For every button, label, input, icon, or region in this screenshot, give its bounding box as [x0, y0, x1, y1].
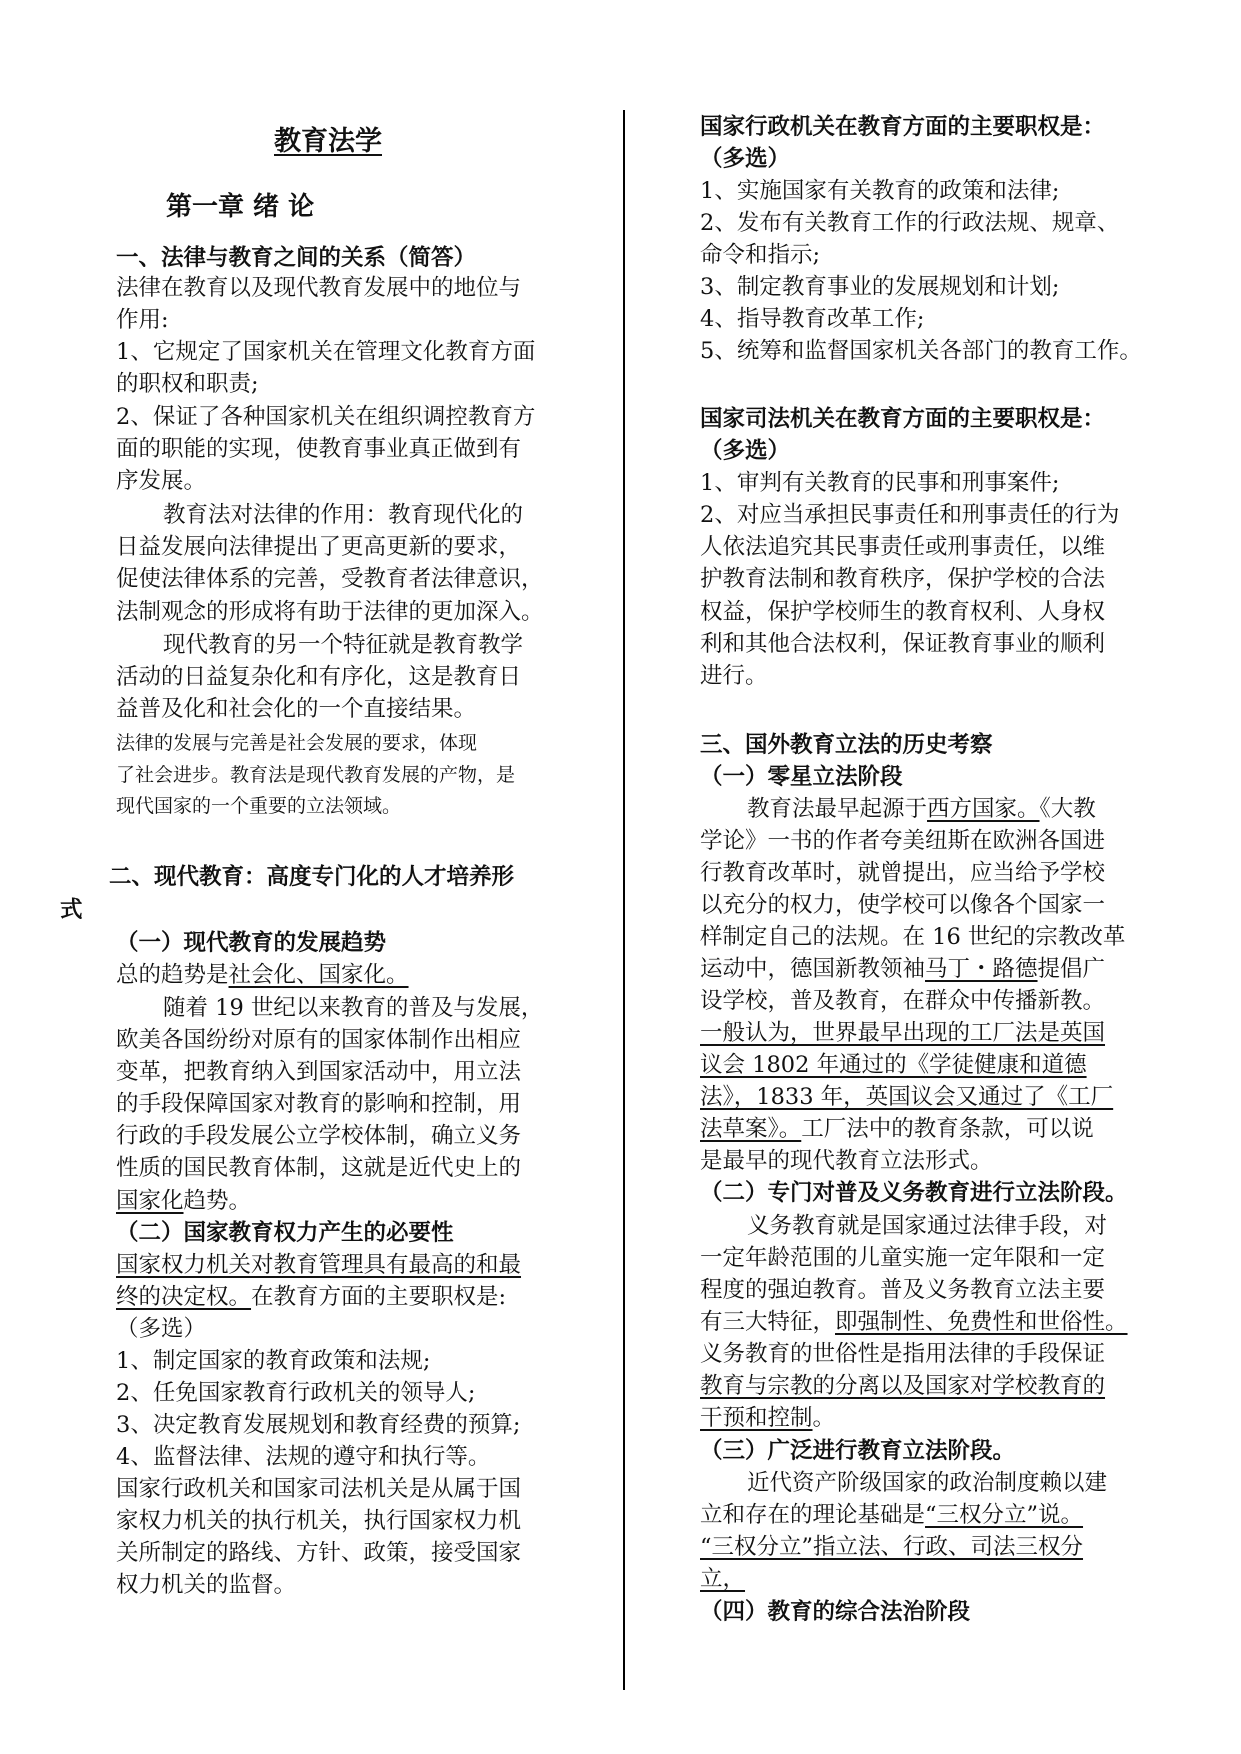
list-item: 1、制定国家的教育政策和法规; — [116, 1348, 431, 1374]
section-heading: （多选） — [700, 146, 791, 172]
chapter-title: 第一章 绪 论 — [166, 192, 315, 222]
paragraph-line: 促使法律体系的完善，受教育者法律意识， — [116, 566, 544, 592]
paragraph-line: 日益发展向法律提出了更高更新的要求， — [116, 534, 522, 560]
paragraph-line: 法》，1833 年，英国议会又通过了《工厂 — [700, 1084, 1114, 1110]
paragraph-line: 进行。 — [700, 663, 768, 689]
list-item: 命令和指示; — [700, 242, 821, 268]
paragraph-line: 终的决定权。在教育方面的主要职权是: — [116, 1284, 507, 1310]
paragraph-line: 运动中，德国新教领袖马丁・路德提倡广 — [700, 956, 1106, 982]
list-item: 3、制定教育事业的发展规划和计划; — [700, 274, 1060, 300]
list-item: 2、发布有关教育工作的行政法规、规章、 — [700, 210, 1120, 236]
paragraph-line: 学论》一书的作者夸美纽斯在欧洲各国进 — [700, 828, 1106, 854]
paragraph-line: 关所制定的路线、方针、政策，接受国家 — [116, 1540, 522, 1566]
paragraph-line: 行政的手段发展公立学校体制，确立义务 — [116, 1123, 522, 1149]
paragraph-line: 议会 1802 年通过的《学徒健康和道德 — [700, 1052, 1087, 1078]
column-divider — [623, 110, 625, 1690]
subsection-heading: （二）国家教育权力产生的必要性 — [116, 1220, 454, 1246]
paragraph-line: 2、对应当承担民事责任和刑事责任的行为 — [700, 502, 1120, 528]
paragraph-line: 活动的日益复杂化和有序化，这是教育日 — [116, 664, 522, 690]
subsection-heading: （四）教育的综合法治阶段 — [700, 1599, 971, 1625]
paragraph-line: 设学校，普及教育，在群众中传播新教。 — [700, 988, 1106, 1014]
document-title: 教育法学 — [274, 126, 382, 157]
paragraph-line: 以充分的权力，使学校可以像各个国家一 — [700, 892, 1106, 918]
paragraph-line: 欧美各国纷纷对原有的国家体制作出相应 — [116, 1027, 522, 1053]
paragraph-line: 近代资产阶级国家的政治制度赖以建 — [747, 1470, 1108, 1496]
list-item: 1、它规定了国家机关在管理文化教育方面 — [116, 339, 536, 365]
paragraph-line: 利和其他合法权利，保证教育事业的顺利 — [700, 631, 1106, 657]
paragraph-line: 现代教育的另一个特征就是教育教学 — [163, 632, 524, 658]
text-line: 法律在教育以及现代教育发展中的地位与 — [116, 275, 522, 301]
paragraph-line: 国家权力机关对教育管理具有最高的和最 — [116, 1252, 522, 1278]
subsection-heading: （三）广泛进行教育立法阶段。 — [700, 1438, 1016, 1464]
paragraph-line: 权力机关的监督。 — [116, 1572, 297, 1598]
section-heading: 三、国外教育立法的历史考察 — [700, 732, 993, 758]
section-heading: （多选） — [700, 438, 791, 464]
section-heading-continued: 式 — [60, 897, 83, 923]
paragraph-line: 国家化趋势。 — [116, 1188, 252, 1214]
paragraph-line: 立， — [700, 1566, 746, 1592]
list-item: 1、审判有关教育的民事和刑事案件; — [700, 470, 1060, 496]
subsection-heading: （二）专门对普及义务教育进行立法阶段。 — [700, 1180, 1128, 1206]
list-item: 4、指导教育改革工作; — [700, 306, 925, 332]
paragraph-line: 法草案》。工厂法中的教育条款，可以说 — [700, 1116, 1094, 1142]
paragraph-line: 的手段保障国家对教育的影响和控制，用 — [116, 1091, 522, 1117]
paragraph-line: （多选） — [116, 1316, 207, 1342]
section-heading: 国家司法机关在教育方面的主要职权是： — [700, 406, 1106, 432]
text-line: 作用: — [116, 307, 169, 333]
paragraph-line: 干预和控制。 — [700, 1405, 836, 1431]
subsection-heading: （一）现代教育的发展趋势 — [116, 930, 387, 956]
paragraph-line: 有三大特征，即强制性、免费性和世俗性。 — [700, 1309, 1128, 1335]
paragraph-line: 法律的发展与完善是社会发展的要求，体现 — [116, 732, 478, 754]
paragraph-line: 样制定自己的法规。在 16 世纪的宗教改革 — [700, 924, 1126, 950]
paragraph-line: 现代国家的一个重要的立法领域。 — [116, 795, 402, 817]
text-line: 面的职能的实现，使教育事业真正做到有 — [116, 436, 522, 462]
paragraph-line: 立和存在的理论基础是“三权分立”说。 — [700, 1502, 1084, 1528]
list-item: 5、统筹和监督国家机关各部门的教育工作。 — [700, 338, 1142, 364]
paragraph-line: 益普及化和社会化的一个直接结果。 — [116, 696, 477, 722]
paragraph-line: 法制观念的形成将有助于法律的更加深入。 — [116, 599, 544, 625]
paragraph-line: 总的趋势是社会化、国家化。 — [116, 962, 409, 988]
list-item: 2、保证了各种国家机关在组织调控教育方 — [116, 404, 536, 430]
paragraph-line: “三权分立”指立法、行政、司法三权分 — [700, 1534, 1084, 1560]
section-heading: 二、现代教育：高度专门化的人才培养形 — [109, 864, 515, 890]
paragraph-line: 教育法对法律的作用：教育现代化的 — [163, 502, 524, 528]
paragraph-line: 性质的国民教育体制，这就是近代史上的 — [116, 1155, 522, 1181]
paragraph-line: 权益，保护学校师生的教育权利、人身权 — [700, 599, 1106, 625]
text-line: 的职权和职责; — [116, 371, 259, 397]
paragraph-line: 护教育法制和教育秩序，保护学校的合法 — [700, 566, 1106, 592]
paragraph-line: 义务教育就是国家通过法律手段，对 — [747, 1213, 1108, 1239]
list-item: 3、决定教育发展规划和教育经费的预算; — [116, 1412, 521, 1438]
paragraph-line: 人依法追究其民事责任或刑事责任，以维 — [700, 534, 1106, 560]
paragraph-line: 程度的强迫教育。普及义务教育立法主要 — [700, 1277, 1106, 1303]
paragraph-line: 变革，把教育纳入到国家活动中，用立法 — [116, 1059, 522, 1085]
paragraph-line: 家权力机关的执行机关，执行国家权力机 — [116, 1508, 522, 1534]
paragraph-line: 行教育改革时，就曾提出，应当给予学校 — [700, 860, 1106, 886]
text-line: 序发展。 — [116, 468, 207, 494]
paragraph-line: 教育法最早起源于西方国家。《大教 — [747, 796, 1096, 822]
paragraph-line: 义务教育的世俗性是指用法律的手段保证 — [700, 1341, 1106, 1367]
list-item: 2、任免国家教育行政机关的领导人; — [116, 1380, 476, 1406]
list-item: 1、实施国家有关教育的政策和法律; — [700, 178, 1060, 204]
subsection-heading: （一）零星立法阶段 — [700, 764, 903, 790]
list-item: 4、监督法律、法规的遵守和执行等。 — [116, 1444, 491, 1470]
paragraph-line: 了社会进步。教育法是现代教育发展的产物，是 — [116, 764, 516, 786]
paragraph-line: 一定年龄范围的儿童实施一定年限和一定 — [700, 1245, 1106, 1271]
paragraph-line: 国家行政机关和国家司法机关是从属于国 — [116, 1476, 522, 1502]
section-heading: 国家行政机关在教育方面的主要职权是： — [700, 114, 1106, 140]
paragraph-line: 一般认为，世界最早出现的工厂法是英国 — [700, 1020, 1106, 1046]
paragraph-line: 随着 19 世纪以来教育的普及与发展， — [163, 995, 544, 1021]
section-heading: 一、法律与教育之间的关系（简答） — [116, 245, 477, 271]
paragraph-line: 教育与宗教的分离以及国家对学校教育的 — [700, 1373, 1106, 1399]
paragraph-line: 是最早的现代教育立法形式。 — [700, 1148, 993, 1174]
